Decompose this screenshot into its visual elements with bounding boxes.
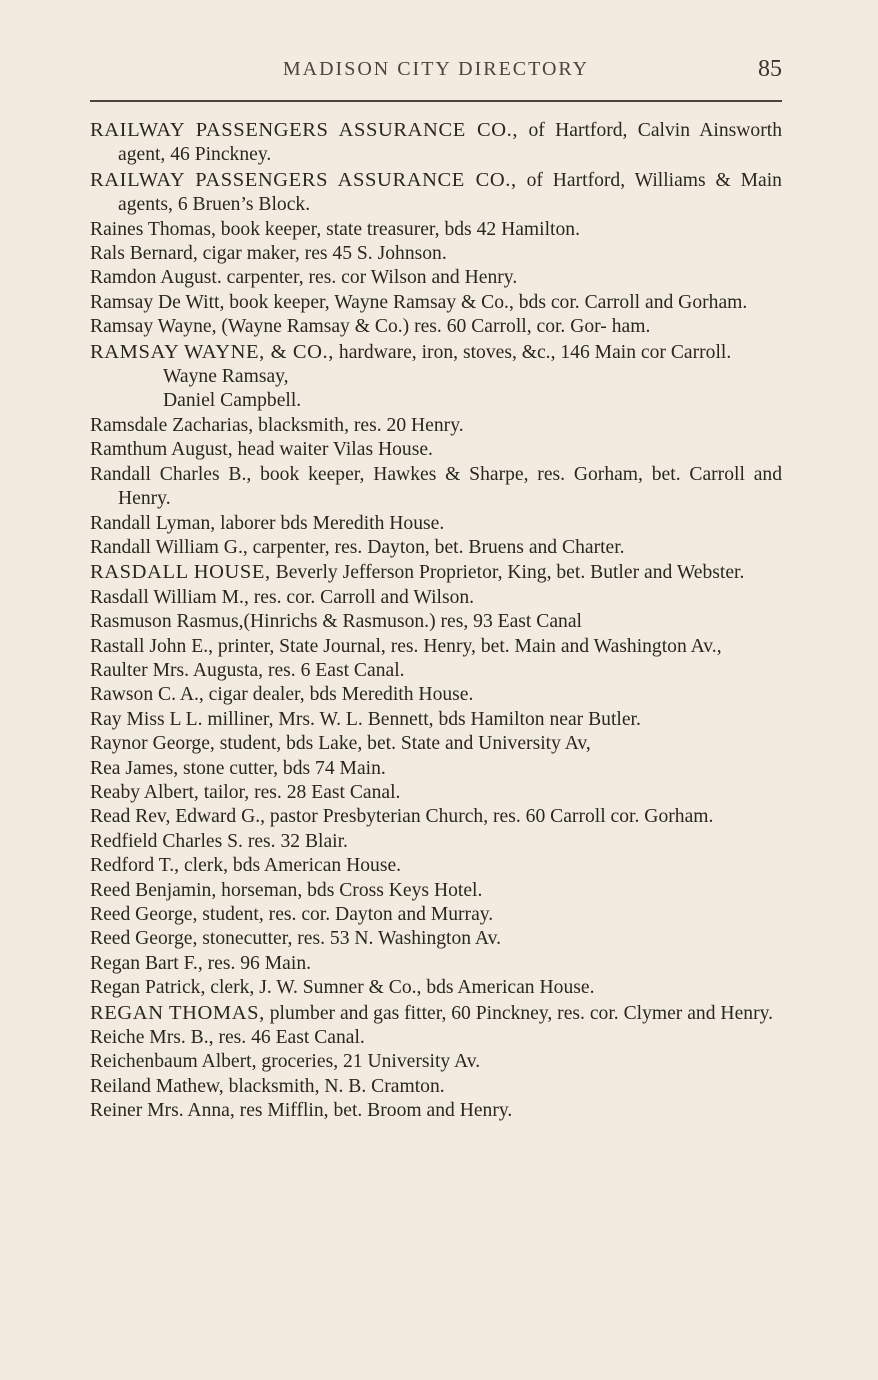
entry-details: book keeper, Hawkes & Sharpe, res. Gorham, bet. Carroll and Henry. — [118, 463, 782, 510]
entry-details: printer, State Journal, res. Henry, bet. Main and Washington Av., — [213, 635, 722, 657]
directory-entry — [90, 683, 782, 707]
entry-details: res. 46 East Canal. — [213, 1027, 365, 1049]
directory-entry — [90, 340, 782, 365]
directory-entry — [90, 927, 782, 951]
directory-entry — [90, 659, 782, 683]
directory-entry — [90, 805, 782, 829]
entry-details: horseman, bds Cross Keys Hotel. — [216, 879, 483, 901]
directory-entry — [90, 414, 782, 438]
entry-name: Ray Miss L L. — [90, 708, 203, 730]
entry-name: Randall Charles B., — [90, 463, 252, 485]
entry-name: Rea James, — [90, 757, 179, 779]
entry-details: clerk, J. W. Sumner & Co., bds American House. — [205, 977, 595, 999]
entry-details: res. 32 Blair. — [242, 830, 348, 852]
directory-entry — [90, 218, 782, 242]
entry-name: Reiner Mrs. Anna, — [90, 1100, 235, 1122]
entry-name: Regan Bart F., — [90, 952, 203, 974]
entry-details: cigar maker, res 45 S. Johnson. — [197, 243, 447, 265]
directory-entry — [90, 757, 782, 781]
entry-name: Reiland Mathew, — [90, 1075, 224, 1097]
entry-details: (Hinrichs & Rasmuson.) res, 93 East Canal — [243, 611, 582, 633]
directory-entry — [90, 291, 782, 315]
entry-name: Reed George, — [90, 904, 198, 925]
directory-entry — [90, 952, 782, 976]
entry-name: Reed Benjamin, — [90, 879, 217, 901]
entry-details: (Wayne Ramsay & Co.) res. 60 Carroll, cor. Gor- ham. — [216, 316, 651, 338]
entry-details: tailor, res. 28 East Canal. — [198, 781, 401, 803]
entry-name: Ramsay De Witt, — [90, 291, 225, 313]
entry-name: Ramsdale Zacharias, — [90, 414, 254, 436]
directory-entry — [90, 438, 782, 462]
entry-details: groceries, 21 University Av. — [256, 1051, 481, 1073]
entry-name: RASDALL HOUSE, — [90, 561, 271, 584]
entry-details: milliner, Mrs. W. L. Bennett, bds Hamilton near Butler. — [202, 708, 641, 730]
entry-name: Rals Bernard, — [90, 243, 198, 265]
entry-details: head waiter Vilas House. — [232, 439, 433, 461]
directory-entry — [90, 732, 782, 756]
page-header — [90, 58, 782, 92]
entry-name: Randall William G., — [90, 536, 248, 558]
entry-details: book keeper, state treasurer, bds 42 Hamilton. — [215, 218, 580, 240]
directory-entry — [90, 266, 782, 290]
directory-entry — [90, 1026, 782, 1050]
entry-details: student, res. cor. Dayton and Murray. — [197, 904, 494, 925]
partner-name: Daniel Campbell. — [163, 390, 302, 412]
entry-details: cigar dealer, bds Meredith House. — [203, 684, 474, 706]
entry-name: Rastall John E., — [90, 635, 213, 657]
entry-details: stonecutter, res. 53 N. Washington Av. — [197, 928, 502, 950]
partner-name: Wayne Ramsay, — [163, 366, 289, 388]
entry-details: of Hartford, Calvin Ainsworth agent, 46 Pinckney. — [118, 120, 782, 166]
running-title: MADISON CITY DIRECTORY — [282, 58, 590, 80]
directory-entry — [90, 536, 782, 560]
directory-entry — [90, 1099, 782, 1123]
directory-entry — [90, 1050, 782, 1074]
entry-name: Reed George, — [90, 928, 198, 950]
directory-entry — [90, 976, 782, 1000]
entry-details: Beverly Jefferson Proprietor, King, bet. Butler and Webster. — [270, 562, 745, 584]
page-number: 85 — [758, 56, 782, 82]
directory-entry — [90, 708, 782, 732]
entry-name: Regan Patrick, — [90, 977, 206, 999]
entry-details: book keeper, Wayne Ramsay & Co., bds cor. Carroll and Gorham. — [224, 291, 748, 313]
entry-details: blacksmith, N. B. Cramton. — [223, 1075, 445, 1097]
entry-name: Rasmuson Rasmus, — [90, 611, 244, 633]
entry-name: Read Rev, Edward G., — [90, 806, 266, 828]
entry-name: Reiche Mrs. B., — [90, 1027, 214, 1049]
entry-details: pastor Presbyterian Church, res. 60 Carroll cor. Gorham. — [265, 806, 714, 828]
header-rule — [90, 100, 782, 102]
entry-details: laborer bds Meredith House. — [215, 512, 445, 534]
directory-entry — [90, 903, 782, 927]
entry-details: stone cutter, bds 74 Main. — [178, 757, 386, 779]
directory-entry — [90, 242, 782, 266]
entry-details: hardware, iron, stoves, &c., 146 Main cor Carroll. — [334, 341, 732, 363]
entry-name: Reichenbaum Albert, — [90, 1051, 257, 1073]
directory-entry — [90, 830, 782, 854]
directory-entry — [90, 463, 782, 512]
directory-entry — [90, 854, 782, 878]
directory-entry — [90, 635, 782, 659]
directory-entry — [90, 1001, 782, 1026]
entry-name: Randall Lyman, — [90, 512, 216, 534]
entry-name: Raines Thomas, — [90, 218, 216, 240]
directory-entry — [90, 560, 782, 585]
entry-name: Redfield Charles S. — [90, 830, 243, 852]
entry-name: Ramsay Wayne, — [90, 316, 217, 338]
entry-name: Rawson C. A., — [90, 684, 204, 706]
entry-details: blacksmith, res. 20 Henry. — [253, 414, 464, 436]
entry-details: res. cor. Carroll and Wilson. — [248, 586, 475, 608]
directory-entry — [90, 118, 782, 168]
entry-details: clerk, bds American House. — [179, 855, 402, 877]
entry-name: Ramthum August, — [90, 439, 233, 461]
entry-name: Ramdon August. — [90, 267, 222, 289]
directory-entry — [90, 586, 782, 610]
directory-entries — [90, 118, 782, 1124]
entry-name: Reaby Albert, — [90, 781, 199, 803]
directory-entry — [90, 781, 782, 805]
entry-name: Raulter Mrs. Augusta, — [90, 659, 264, 681]
directory-entry — [90, 879, 782, 903]
entry-details: res. 96 Main. — [202, 952, 312, 974]
directory-entry — [90, 168, 782, 218]
entry-details: carpenter, res. Dayton, bet. Bruens and Charter. — [247, 536, 625, 558]
entry-name: REGAN THOMAS, — [90, 1001, 265, 1024]
directory-entry — [90, 610, 782, 634]
entry-details: carpenter, res. cor Wilson and Henry. — [221, 267, 518, 289]
entry-name: RAMSAY WAYNE, & CO., — [90, 340, 335, 363]
directory-entry — [90, 315, 782, 339]
entry-name: Raynor George, — [90, 733, 215, 755]
entry-details: student, bds Lake, bet. State and University Av, — [214, 733, 591, 755]
entry-name: Redford T., — [90, 855, 180, 877]
entry-details: res. 6 East Canal. — [263, 659, 405, 681]
entry-details: of Hartford, Williams & Main agents, 6 Bruen’s Block. — [118, 169, 782, 216]
entry-name: Rasdall William M., — [90, 586, 249, 608]
entry-details: plumber and gas fitter, 60 Pinckney, res. cor. Clymer and Henry. — [264, 1002, 774, 1024]
directory-entry — [90, 1075, 782, 1099]
entry-details: res Mifflin, bet. Broom and Henry. — [234, 1100, 513, 1122]
entry-name: RAILWAY PASSENGERS ASSURANCE CO., — [90, 119, 519, 141]
directory-entry — [90, 512, 782, 536]
entry-name: RAILWAY PASSENGERS ASSURANCE CO., — [90, 168, 517, 191]
